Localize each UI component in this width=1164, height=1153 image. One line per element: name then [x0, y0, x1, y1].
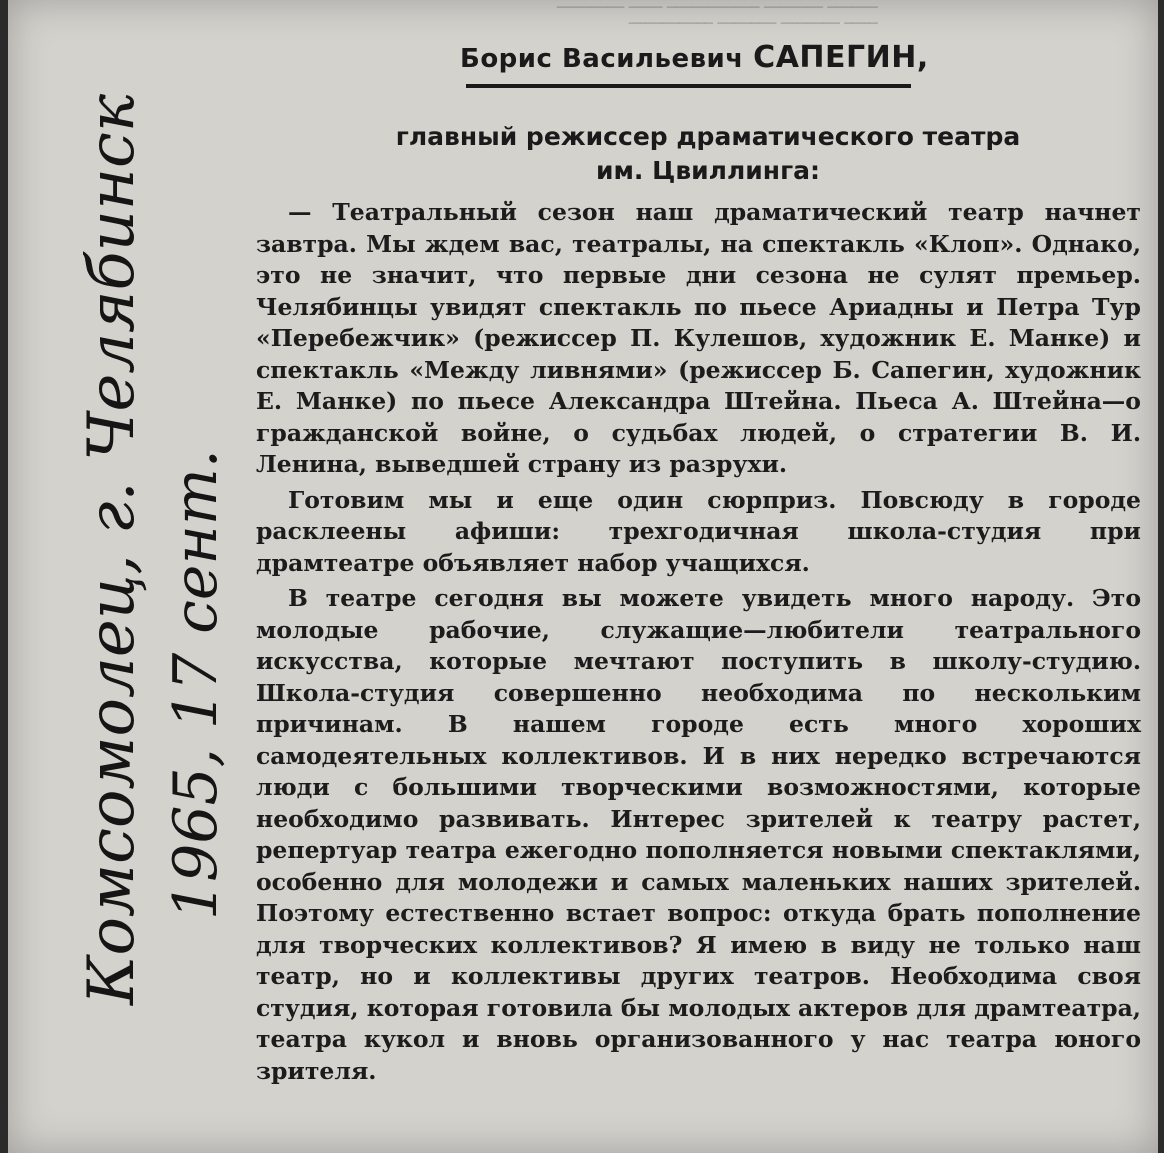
- handwritten-line-2: 1965, 17 сент.: [161, 449, 228, 920]
- headline-name: Борис Васильевич: [460, 44, 744, 74]
- handwritten-line-1: Комсомолец, г. Челябинск: [75, 93, 149, 1005]
- show-through-text: ────── ─────── ─────────── ──── ──────── ──── ─────── ─────── ──────────: [556, 0, 878, 32]
- paragraph-3: В театре сегодня вы можете увидеть много народу. Это молодые рабочие, служащие—любители театрального искусства, которые мечтают поступить в школу-студию. Школа-студия совершенно необходима по нескольким причинам. В нашем городе есть много хороших самодеятельных коллективов. И в них нередко встречаются люди с большими творческими возможностями, которые необходимо развивать. Интерес зрителей к театру растет, репертуар театра ежегодно пополняется новыми спектаклями, особенно для молодежи и самых маленьких наших зрителей. Поэтому естественно встает вопрос: откуда брать пополнение для творческих коллективов? Я имею в виду не только наш театр, но и коллективы других театров. Необходима своя студия, которая готовила бы молодых актеров для драмтеатра, театра кукол и вновь организованного у нас театра юного зрителя.: [256, 584, 1141, 1085]
- article-body: [256, 197, 1141, 1087]
- handwritten-annotation-svg: [48, 20, 228, 1020]
- subtitle-line-2: им. Цвиллинга:: [595, 156, 821, 185]
- paragraph-2: Готовим мы и еще один сюрприз. Повсюду в городе расклеены афиши: трехгодичная школа-студия при драмтеатре объявляет набор учащихся.: [256, 485, 1141, 577]
- subtitle-line-1: главный режиссер драматического театра: [395, 122, 1021, 151]
- newspaper-clipping: [8, 0, 1158, 1153]
- article-headline: [460, 40, 929, 75]
- headline-surname: САПЕГИН,: [753, 40, 929, 75]
- handwritten-annotation: [48, 20, 228, 1020]
- headline-underline: [466, 84, 911, 88]
- paragraph-1: — Театральный сезон наш драматический театр начнет завтра. Мы ждем вас, театралы, на спектакль «Клоп». Однако, это не значит, что первые дни сезона не сулят премьер. Челябинцы увидят спектакль по пьесе Ариадны и Петра Тур «Перебежчик» (режиссер П. Кулешов, художник Е. Манке) и спектакль «Между ливнями» (режиссер Б. Сапегин, художник Е. Манке) по пьесе Александра Штейна. Пьеса А. Штейна—о гражданской войне, о судьбах людей, о стратегии В. И. Ленина, выведшей страну из разрухи.: [256, 198, 1141, 478]
- article-subtitle: [358, 120, 1058, 188]
